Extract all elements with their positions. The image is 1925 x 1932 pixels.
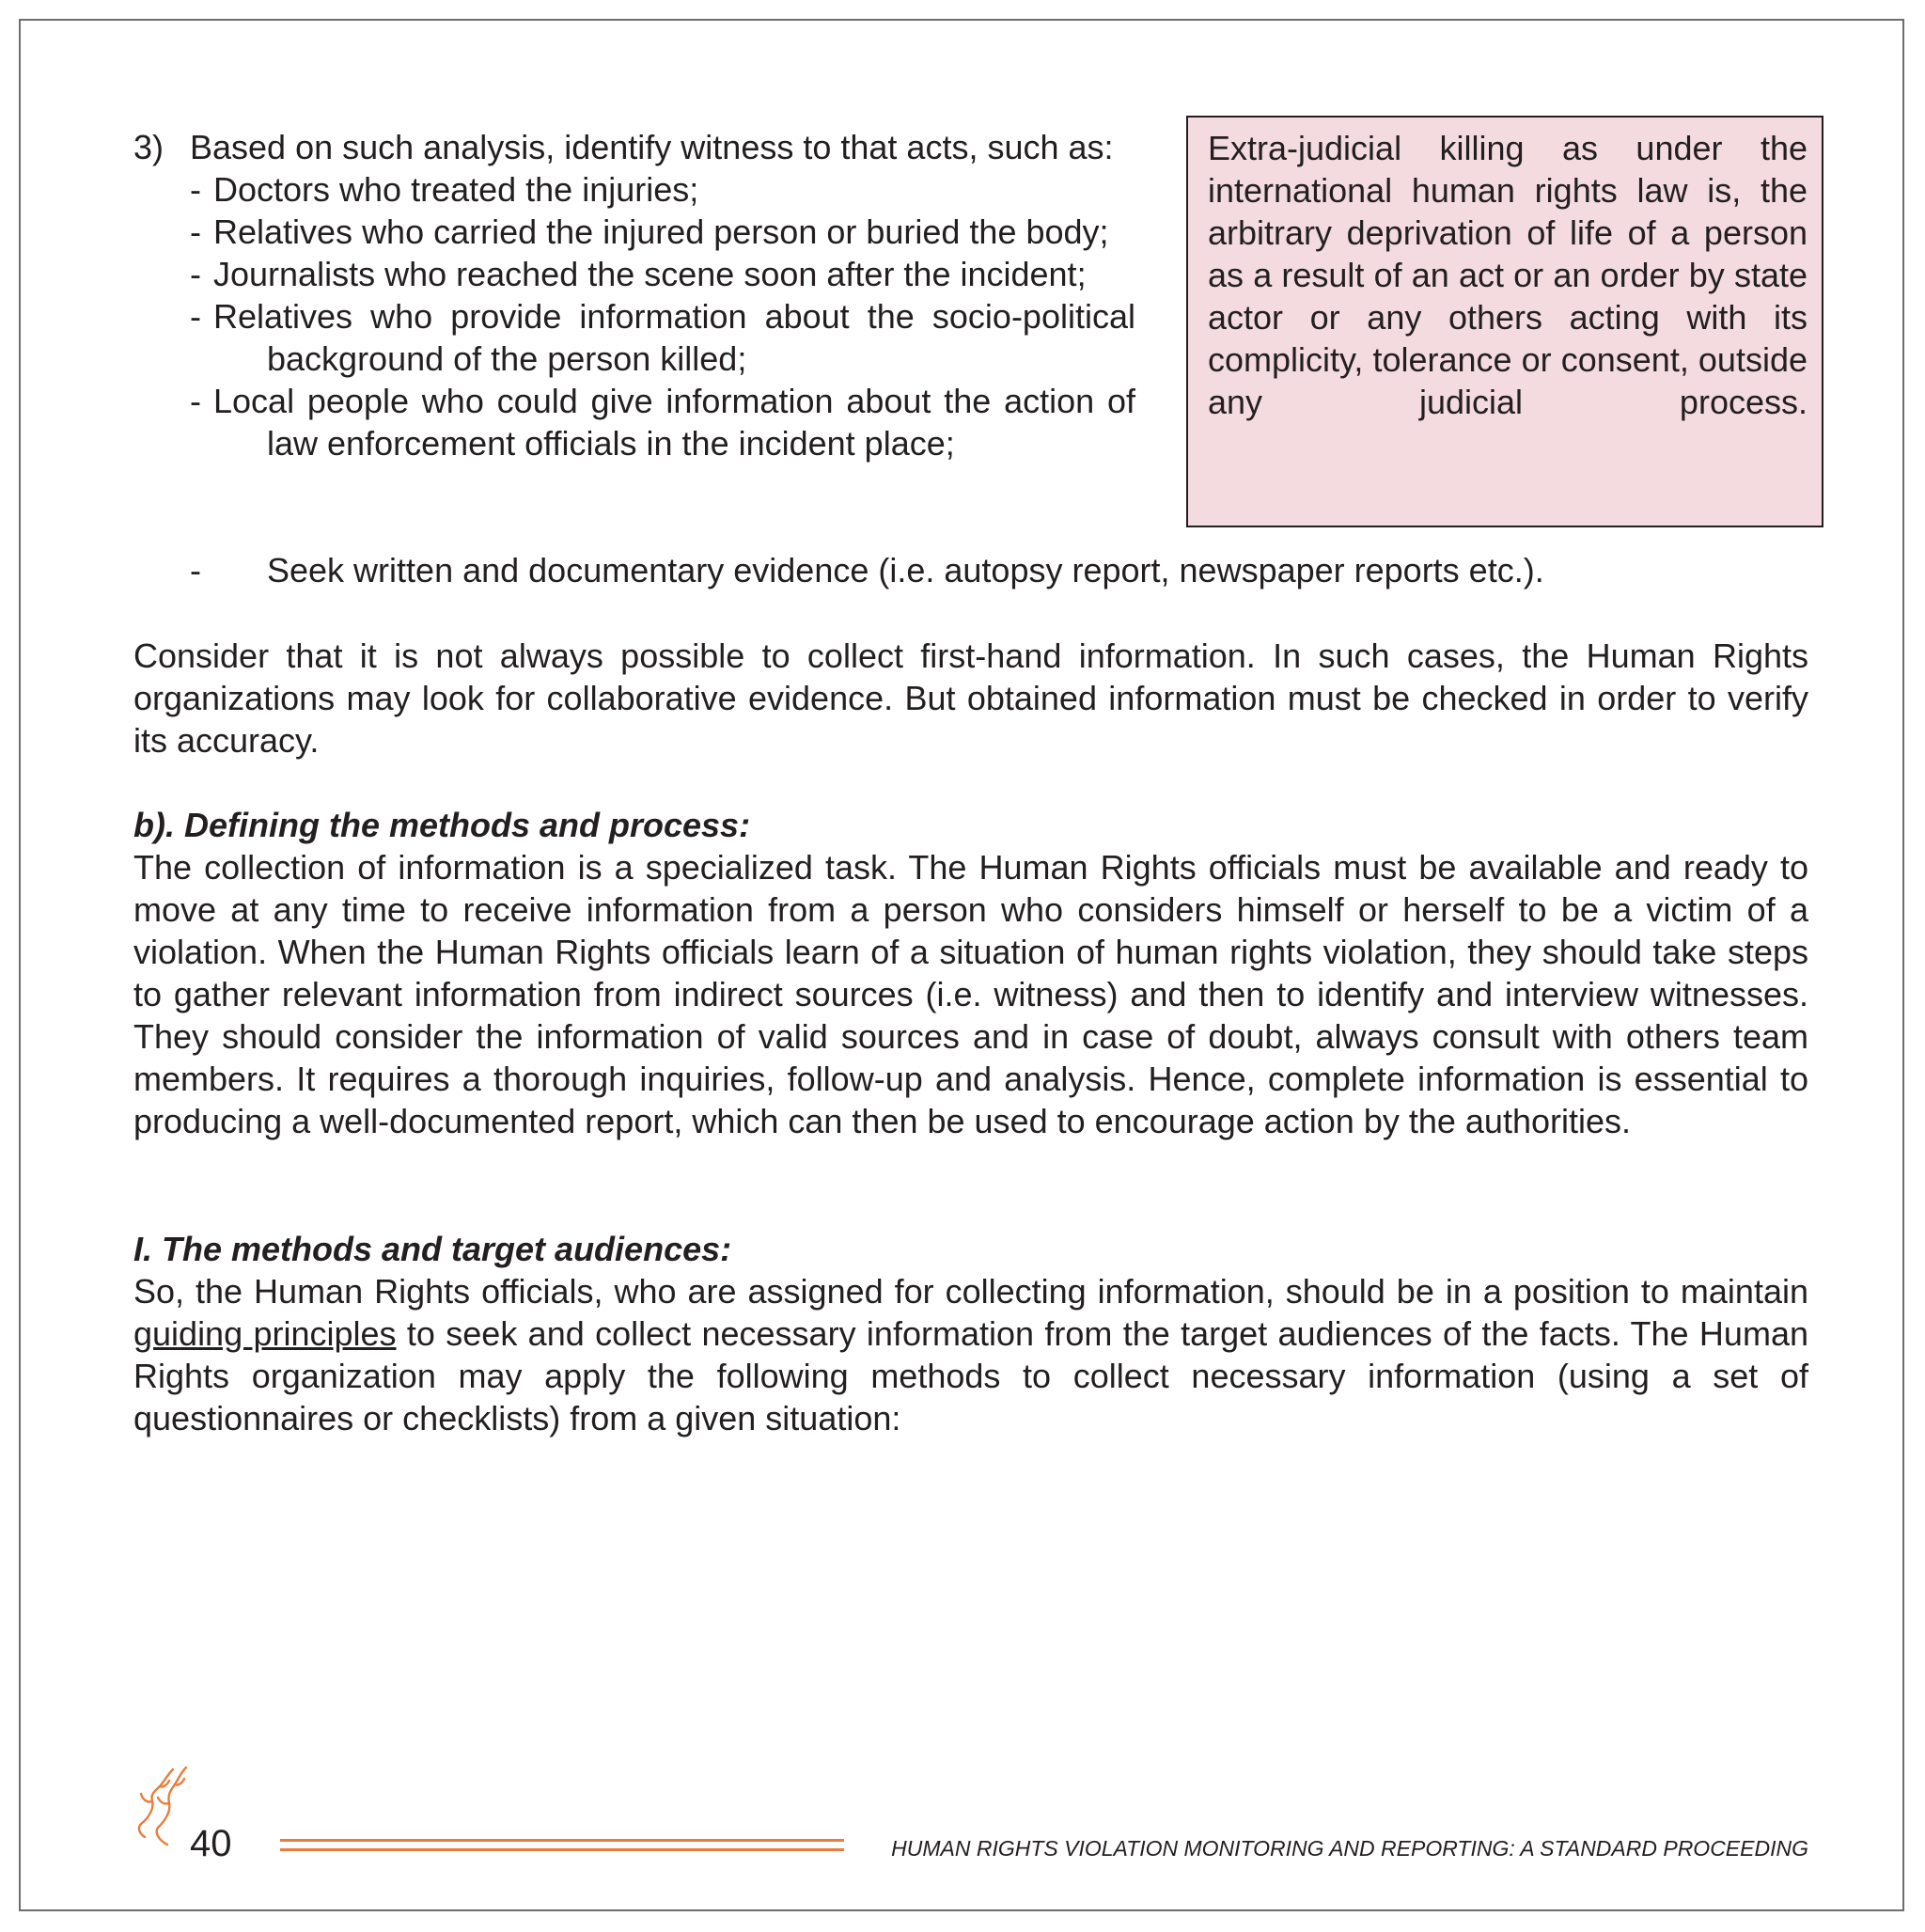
footer-rule-bottom (280, 1848, 844, 1851)
definition-callout-box (1186, 116, 1823, 527)
witness-list (133, 168, 1135, 464)
bullet-dash: - (190, 297, 201, 336)
section-i-body-start: So, the Human Rights officials, who are assigned for collecting information, should be in a position to maintain (133, 1272, 1808, 1311)
dancing-figures-logo-icon (132, 1766, 197, 1850)
list-item-text: Journalists who reached the scene soon after the incident; (213, 255, 1087, 293)
list-item (133, 211, 1135, 253)
bullet-dash: - (190, 551, 201, 589)
section-i-body (133, 1270, 1808, 1439)
footer-document-title: HUMAN RIGHTS VIOLATION MONITORING AND REPORTING: A STANDARD PROCEEDING (891, 1836, 1808, 1861)
item-lead-text: Based on such analysis, identify witness to that acts, such as: (190, 128, 1114, 166)
section-b-body: The collection of information is a specialized task. The Human Rights officials must be available and ready to move at any time to receive information from a person who considers himself or herself to be a victim of a violation. When the Human Rights officials learn of a situation of human rights violation, they should take steps to gather relevant information from indirect sources (i.e. witness) and then to identify and interview witnesses. They should consider the information of valid sources and in case of doubt, always consult with others team members. It requires a thorough inquiries, follow-up and analysis. Hence, complete information is essential to producing a well-documented report, which can then be used to encourage action by the authorities. (133, 848, 1808, 1140)
consider-paragraph: Consider that it is not always possible to collect first-hand information. In such cases, the Human Rights organizations may look for collaborative evidence. But obtained information must be checked in order to verify its accuracy. (133, 636, 1808, 760)
list-item-text: Relatives who provide information about the socio-political background of the person killed; (213, 297, 1135, 378)
list-item (133, 295, 1135, 380)
list-item-text: Doctors who treated the injuries; (213, 170, 699, 209)
list-item (133, 380, 1135, 464)
bullet-dash: - (190, 382, 201, 420)
list-item-text: Seek written and documentary evidence (i.e. autopsy report, newspaper reports etc.). (267, 551, 1544, 589)
item-number: 3) (133, 128, 164, 166)
section-i-body-end: to seek and collect necessary information from the target audiences of the facts. The Human Rights organization may apply the following methods to collect necessary information (using a set of questionnaires or checklists) from a given situation: (133, 1314, 1808, 1437)
bullet-dash: - (190, 255, 201, 293)
bullet-dash: - (190, 170, 201, 209)
page-number: 40 (190, 1823, 232, 1864)
guiding-principles-underlined: guiding principles (133, 1314, 397, 1353)
section-b-heading: b). Defining the methods and process: (133, 806, 751, 844)
callout-text: Extra-judicial killing as under the international human rights law is, the arbitrary deprivation of life of a person as a result of an act or an order by state actor or any others acting with its complicity, tolerance or consent, outside any judicial process. (1208, 129, 1808, 421)
list-item-text: Relatives who carried the injured person or buried the body; (213, 212, 1109, 251)
list-item (133, 168, 1135, 211)
list-item-text: Local people who could give information about the action of law enforcement officials in the incident place; (213, 382, 1135, 463)
bullet-dash: - (190, 212, 201, 251)
list-item (133, 253, 1135, 295)
footer-rule-top (280, 1839, 844, 1842)
section-i-heading: I. The methods and target audiences: (133, 1230, 732, 1268)
